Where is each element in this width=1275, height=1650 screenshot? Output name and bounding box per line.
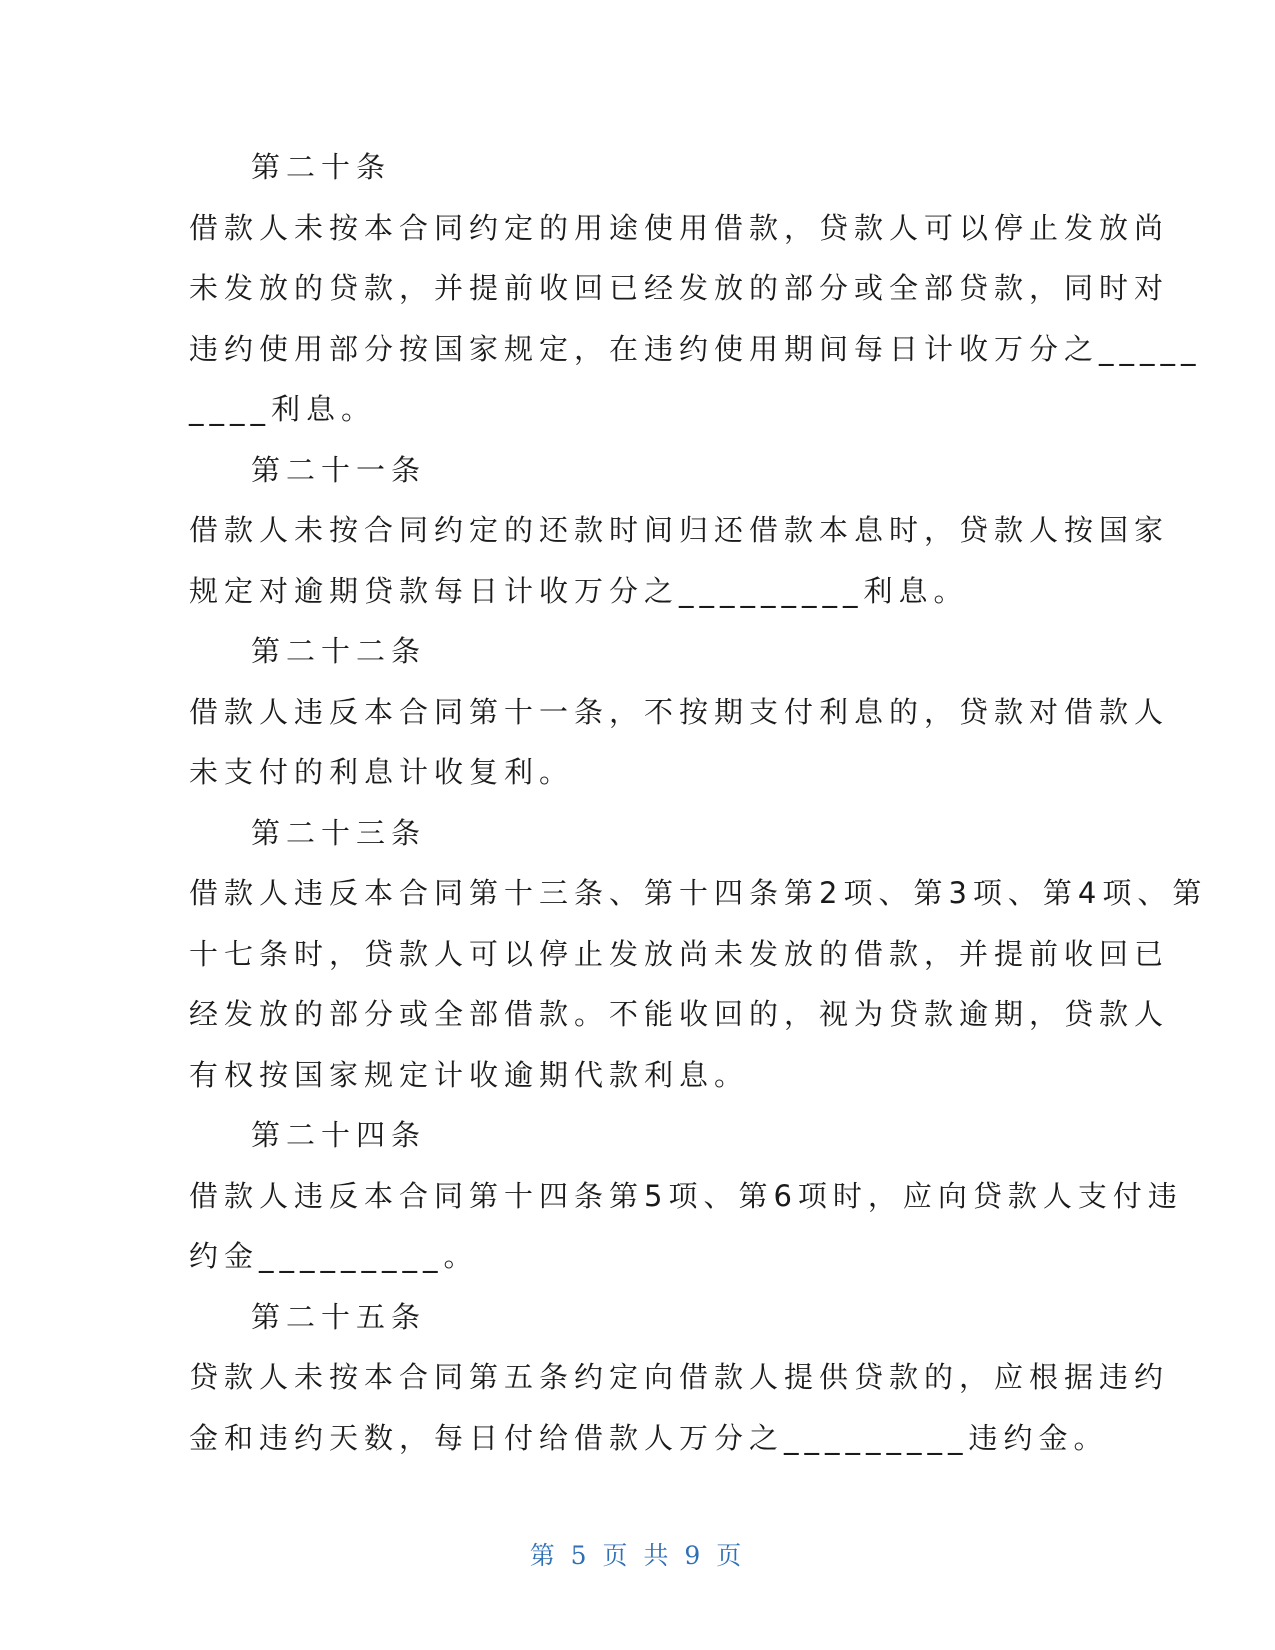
article-heading: 第二十条: [251, 150, 392, 184]
body-line: 借款人违反本合同第十四条第5项、第6项时，应向贷款人支付违: [189, 1178, 1183, 1213]
body-line: 有权按国家规定计收逾期代款利息。: [189, 1057, 750, 1092]
body-line: 未发放的贷款，并提前收回已经发放的部分或全部贷款，同时对: [189, 271, 1170, 305]
body-line: 约金_________。: [189, 1239, 479, 1273]
page-number-footer: 第 5 页 共 9 页: [529, 1541, 746, 1570]
body-line: ____利息。: [189, 392, 377, 426]
article-heading: 第二十五条: [251, 1299, 427, 1334]
body-line: 贷款人未按本合同第五条约定向借款人提供贷款的，应根据违约: [189, 1360, 1170, 1394]
body-line: 借款人违反本合同第十一条，不按期支付利息的，贷款对借款人: [189, 694, 1170, 729]
body-line: 未支付的利息计收复利。: [189, 755, 575, 789]
article-heading: 第二十一条: [251, 452, 427, 487]
document-body: [189, 137, 1208, 1468]
article-heading: 第二十四条: [251, 1118, 427, 1152]
body-line: 十七条时，贷款人可以停止发放尚未发放的借款，并提前收回已: [189, 936, 1170, 971]
body-line: 经发放的部分或全部借款。不能收回的，视为贷款逾期，贷款人: [189, 997, 1170, 1031]
body-line: 借款人未按合同约定的还款时间归还借款本息时，贷款人按国家: [189, 513, 1170, 547]
body-line: 违约使用部分按国家规定，在违约使用期间每日计收万分之_____: [189, 331, 1202, 366]
body-line: 借款人违反本合同第十三条、第十四条第2项、第3项、第4项、第: [189, 876, 1208, 910]
body-line: 规定对逾期贷款每日计收万分之_________利息。: [189, 573, 969, 608]
body-line: 借款人未按本合同约定的用途使用借款，贷款人可以停止发放尚: [189, 210, 1170, 245]
article-heading: 第二十三条: [251, 815, 427, 850]
article-heading: 第二十二条: [251, 634, 427, 668]
body-line: 金和违约天数，每日付给借款人万分之_________违约金。: [189, 1420, 1109, 1455]
